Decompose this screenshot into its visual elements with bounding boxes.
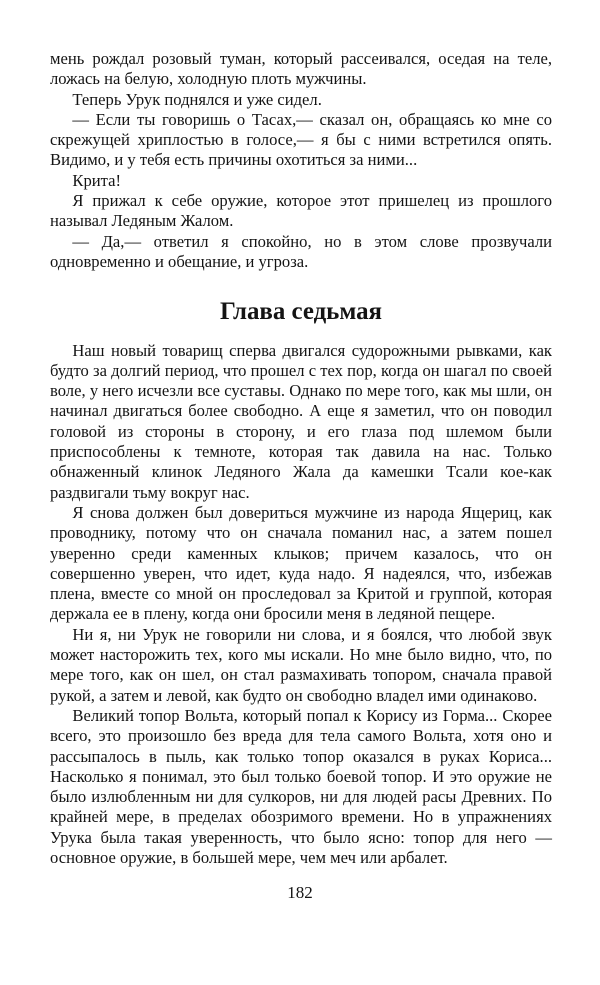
paragraph: Теперь Урук поднялся и уже сидел. — [72, 89, 322, 109]
paragraph: — Если ты говоришь о Тасах,— сказал он, обращаясь ко мне со скрежущей хриплостью в голосе,— я бы с ними встретился опять. Видимо, и у тебя есть причины охотиться за ними... — [50, 109, 552, 170]
paragraph: Я прижал к себе оружие, которое этот пришелец из прошлого называл Ледяным Жалом. — [50, 191, 552, 231]
paragraph: Ни я, ни Урук не говорили ни слова, и я боялся, что любой звук может насторожить тех, кого мы искали. Но мне было видно, что, по мере того, как он шел, он стал размахивать топором, сначала правой рукой, а затем и левой, как будто он свободно владел ими одинаково. — [50, 624, 552, 705]
page-body — [50, 49, 552, 868]
paragraph: Я снова должен был довериться мужчине из народа Ящериц, как проводнику, потому что он сначала поманил нас, а затем пошел уверенно среди каменных клыков; причем казалось, что он совершенно уверен, что идет, куда надо. Я надеялся, что, избежав плена, вместе со мной он проследовал за Критой и группой, которая держала ее в плену, когда они бросили меня в ледяной пещере. — [50, 502, 552, 624]
paragraph: Наш новый товарищ сперва двигался судорожными рывками, как будто за долгий период, что прошел с тех пор, когда он шагал по своей воле, у него исчезли все суставы. Однако по мере того, как мы шли, он начинал двигаться более свободно. А еще я заметил, что он поводил головой из стороны в сторону, и его глаза под шлемом были приспособлены к темноте, которая так давила на нас. Только обнаженный клинок Ледяного Жала да камешки Тсали кое-как раздвигали тьму вокруг нас. — [50, 340, 552, 502]
paragraph: Крита! — [72, 170, 121, 190]
paragraph: Великий топор Вольта, который попал к Корису из Горма... Скорее всего, это произошло без вреда для тела самого Вольта, хотя оно и рассыпалось в пыль, как только топор оказался в руках Кориса... Насколько я понимал, это был только боевой топор. И это оружие не было излюбленным ни для сулкоров, ни для людей расы Древних. По крайней мере, в пределах обозримого времени. Но в упражнениях Урука была такая уверенность, что было ясно: топор для него — основное оружие, в большей мере, чем меч или арбалет. — [50, 705, 552, 867]
paragraph: — Да,— ответил я спокойно, но в этом слове прозвучали одновременно и обещание, и угроза. — [50, 231, 552, 271]
chapter-title: Глава седьмая — [219, 298, 383, 326]
page-number: 182 — [287, 883, 313, 902]
paragraph-continuation: мень рождал розовый туман, который рассеивался, оседая на теле, ложась на белую, холодную плоть мужчины. — [50, 49, 552, 89]
